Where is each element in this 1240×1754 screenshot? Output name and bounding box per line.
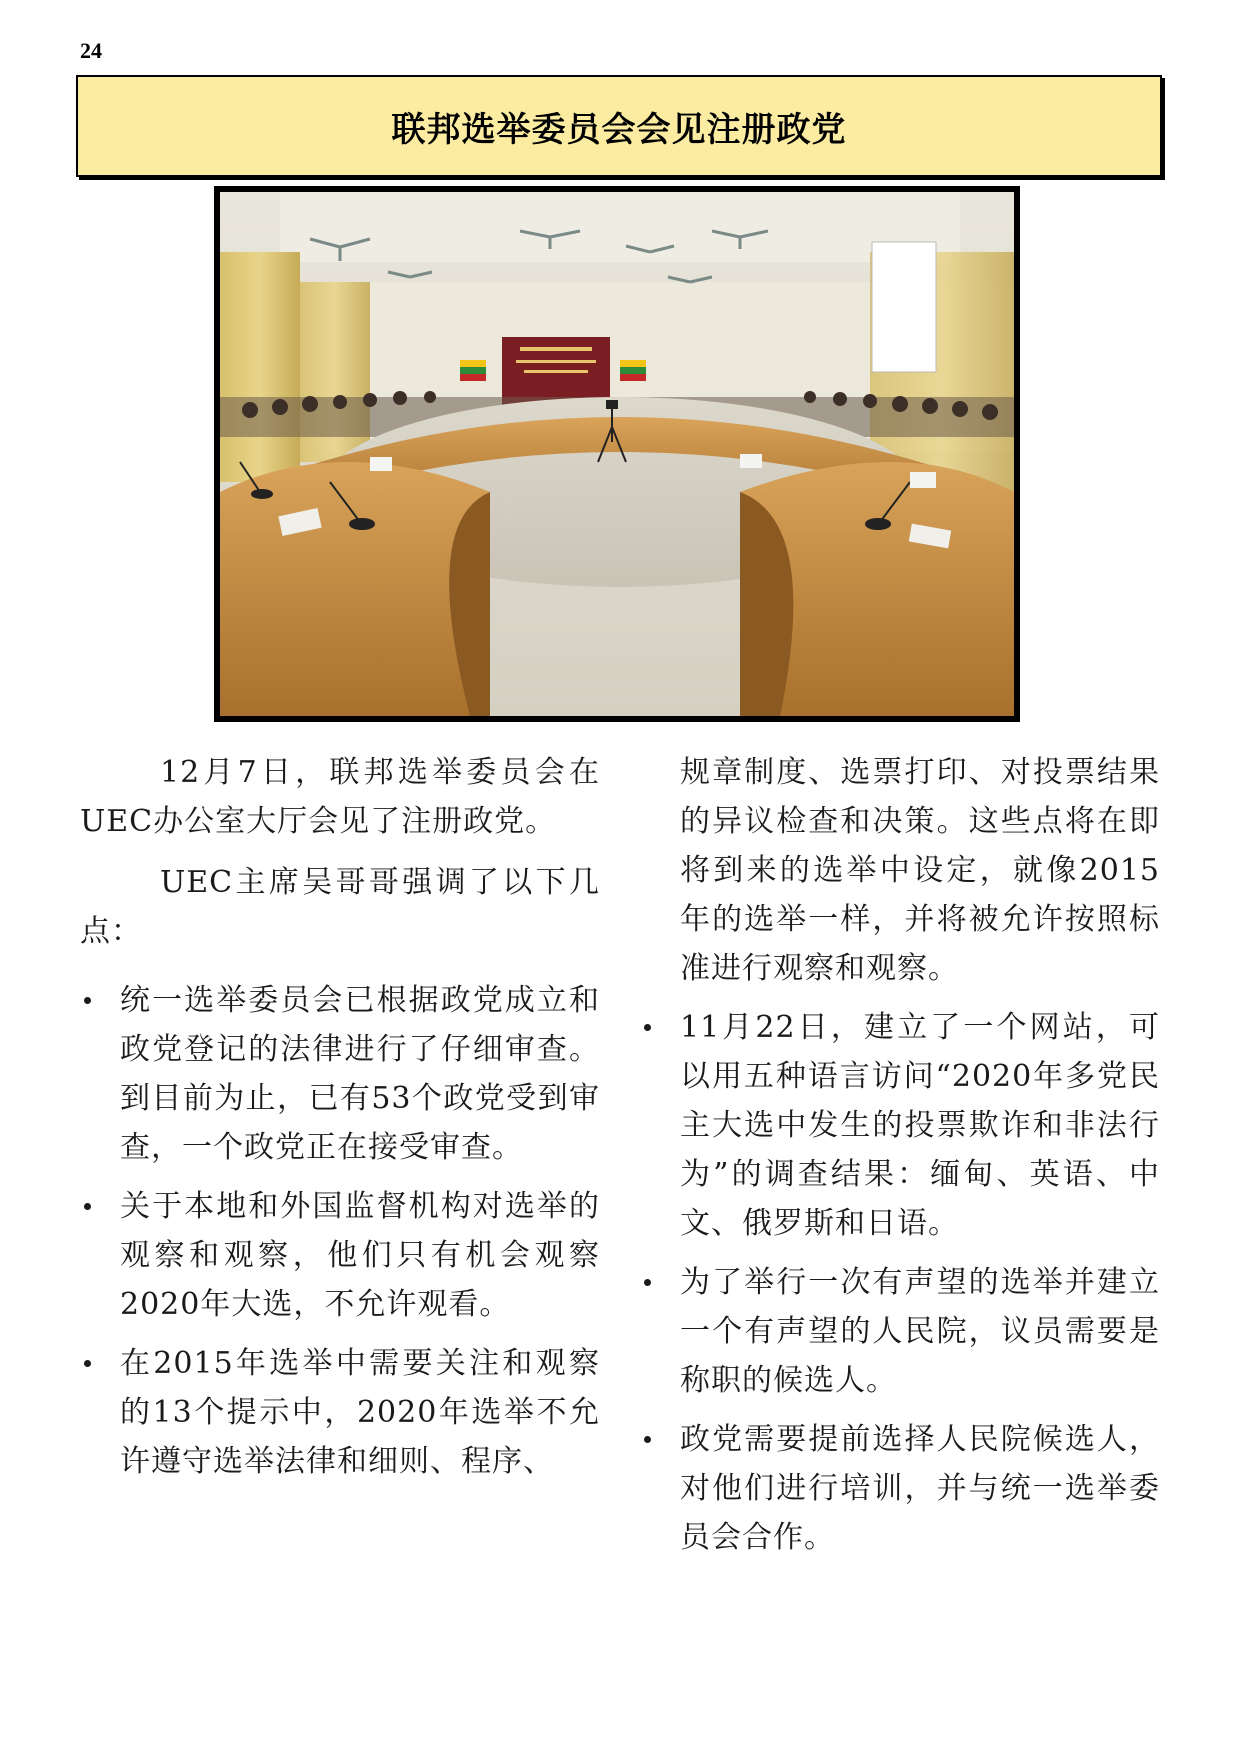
left-bullet-list [80, 976, 600, 1486]
list-item-text: 在2015年选举中需要关注和观察的13个提示中，2020年选举不允许遵守选举法律和细则、程序、 [120, 1346, 600, 1479]
bullet-icon [644, 1024, 651, 1031]
list-item [80, 1182, 600, 1329]
chairman-paragraph: UEC主席吴哥哥强调了以下几点： [80, 865, 600, 949]
list-item-text: 为了举行一次有声望的选举并建立一个有声望的人民院，议员需要是称职的候选人。 [680, 1265, 1160, 1398]
left-column [80, 748, 600, 1486]
bullet-icon [644, 1279, 651, 1286]
list-item-text: 11月22日，建立了一个网站，可以用五种语言访问“2020年多党民主大选中发生的投票欺诈和非法行为”的调查结果：缅甸、英语、中文、俄罗斯和日语。 [680, 1010, 1160, 1241]
list-item [640, 1258, 1160, 1405]
right-column [640, 748, 1160, 1562]
list-item-text: 统一选举委员会已根据政党成立和政党登记的法律进行了仔细审查。到目前为止，已有53个政党受到审查，一个政党正在接受审查。 [120, 983, 600, 1165]
intro-paragraph: 12月7日，联邦选举委员会在UEC办公室大厅会见了注册政党。 [80, 755, 600, 839]
list-item-continuation [640, 748, 1160, 993]
list-item [80, 976, 600, 1172]
list-item [640, 1415, 1160, 1562]
bullet-icon [644, 1436, 651, 1443]
page-number: 24 [80, 38, 102, 63]
right-bullet-list [640, 748, 1160, 1562]
page-title: 联邦选举委员会会见注册政党 [391, 109, 847, 150]
title-banner [76, 75, 1162, 177]
list-item-text: 政党需要提前选择人民院候选人，对他们进行培训，并与统一选举委员会合作。 [680, 1422, 1160, 1555]
list-item [80, 1339, 600, 1486]
list-item [640, 1003, 1160, 1248]
list-item-text: 规章制度、选票打印、对投票结果的异议检查和决策。这些点将在即将到来的选举中设定，就像2015年的选举一样，并将被允许按照标准进行观察和观察。 [680, 755, 1160, 986]
bullet-icon [84, 997, 91, 1004]
bullet-icon [84, 1203, 91, 1210]
list-item-text: 关于本地和外国监督机构对选举的观察和观察，他们只有机会观察2020年大选，不允许观看。 [120, 1189, 600, 1322]
photo-illustration [220, 192, 1014, 716]
bullet-icon [84, 1360, 91, 1367]
conference-room-photo [214, 186, 1020, 722]
